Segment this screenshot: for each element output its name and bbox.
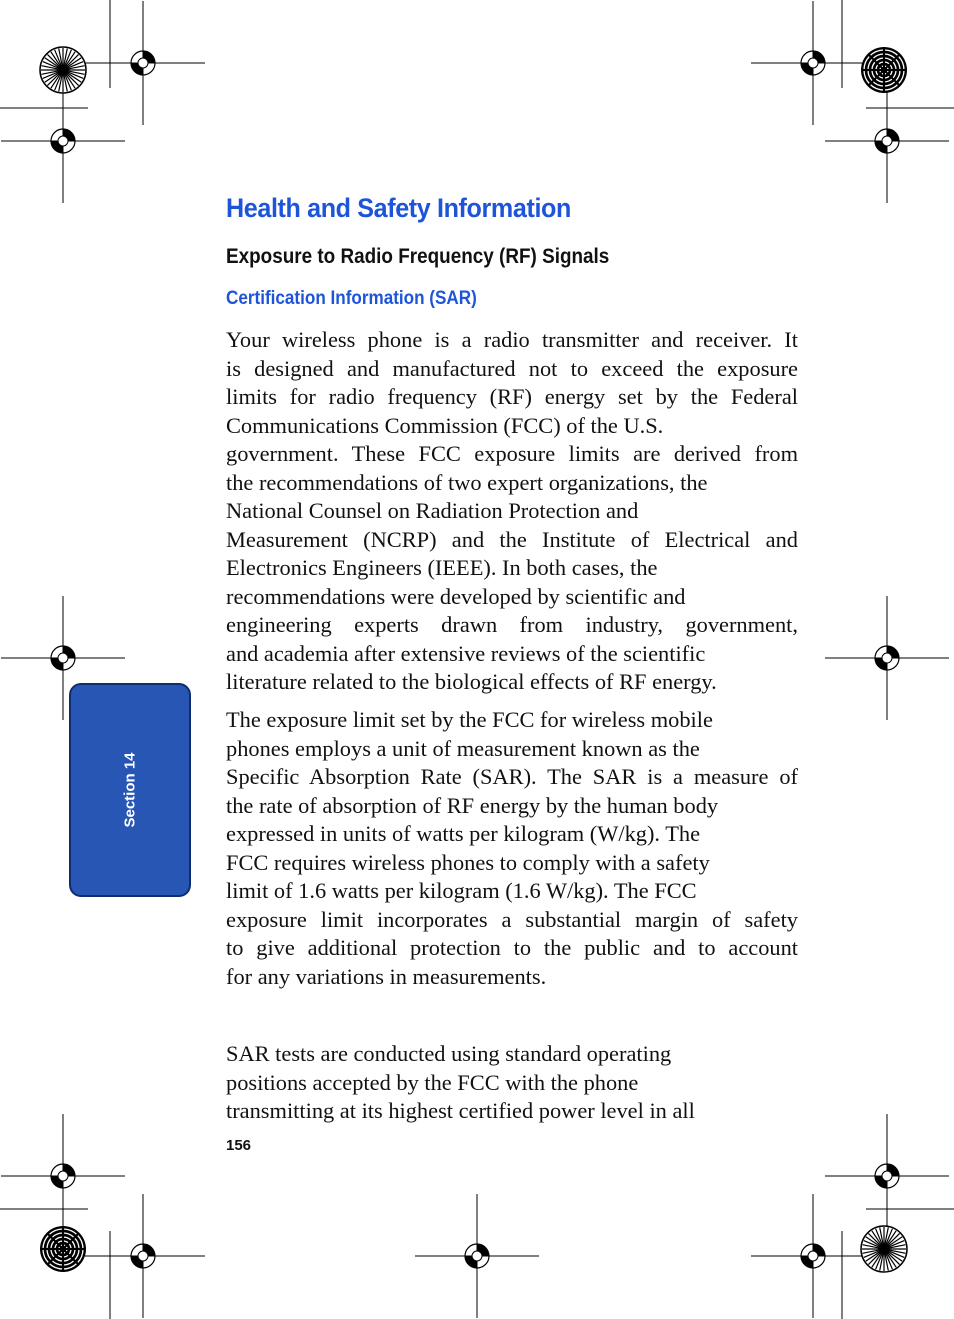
text-line: is designed and manufactured not to exceed the exposure	[226, 355, 798, 381]
section-tab-label: Section 14	[121, 752, 139, 828]
body-paragraph-1	[226, 326, 798, 697]
text-line: government. These FCC exposure limits are derived from	[226, 441, 798, 466]
text-line: for any variations in measurements.	[226, 963, 547, 989]
text-line: Measurement (NCRP) and the Institute of Electrical and	[226, 526, 798, 552]
text-line: limits for radio frequency (RF) energy set by the Federal	[226, 384, 798, 409]
text-line: the recommendations of two expert organizations, the	[226, 469, 708, 495]
text-line: Your wireless phone is a radio transmitter and receiver. It	[226, 327, 798, 352]
text-line: to give additional protection to the public and to account	[226, 935, 798, 960]
text-line: literature related to the biological effects of RF energy.	[226, 669, 717, 694]
page-title: Health and Safety Information	[226, 193, 571, 223]
text-line: National Counsel on Radiation Protection and	[226, 498, 639, 523]
section-heading: Exposure to Radio Frequency (RF) Signals	[226, 245, 610, 268]
text-line: SAR tests are conducted using standard operating	[226, 1041, 672, 1066]
body-paragraph-2	[226, 706, 798, 991]
text-line: limit of 1.6 watts per kilogram (1.6 W/kg). The FCC	[226, 878, 697, 903]
text-line: positions accepted by the FCC with the phone	[226, 1069, 639, 1095]
text-line: expressed in units of watts per kilogram (W/kg). The	[226, 821, 701, 846]
text-line: Communications Commission (FCC) of the U.S.	[226, 412, 664, 438]
text-line: The exposure limit set by the FCC for wireless mobile	[226, 707, 713, 732]
page-number: 156	[226, 1137, 252, 1154]
text-line: Electronics Engineers (IEEE). In both cases, the	[226, 555, 658, 580]
text-line: FCC requires wireless phones to comply with a safety	[226, 849, 710, 875]
text-line: recommendations were developed by scientific and	[226, 583, 686, 609]
text-line: and academia after extensive reviews of the scientific	[226, 640, 706, 666]
text-line: Specific Absorption Rate (SAR). The SAR is a measure of	[226, 764, 798, 789]
text-line: transmitting at its highest certified power level in all	[226, 1098, 695, 1123]
text-line: the rate of absorption of RF energy by the human body	[226, 792, 719, 818]
text-line: engineering experts drawn from industry, government,	[226, 612, 798, 637]
subsection-heading: Certification Information (SAR)	[226, 288, 477, 309]
text-line: exposure limit incorporates a substantial margin of safety	[226, 906, 798, 932]
text-line: phones employs a unit of measurement known as the	[226, 735, 700, 761]
body-paragraph-3	[226, 1040, 798, 1126]
